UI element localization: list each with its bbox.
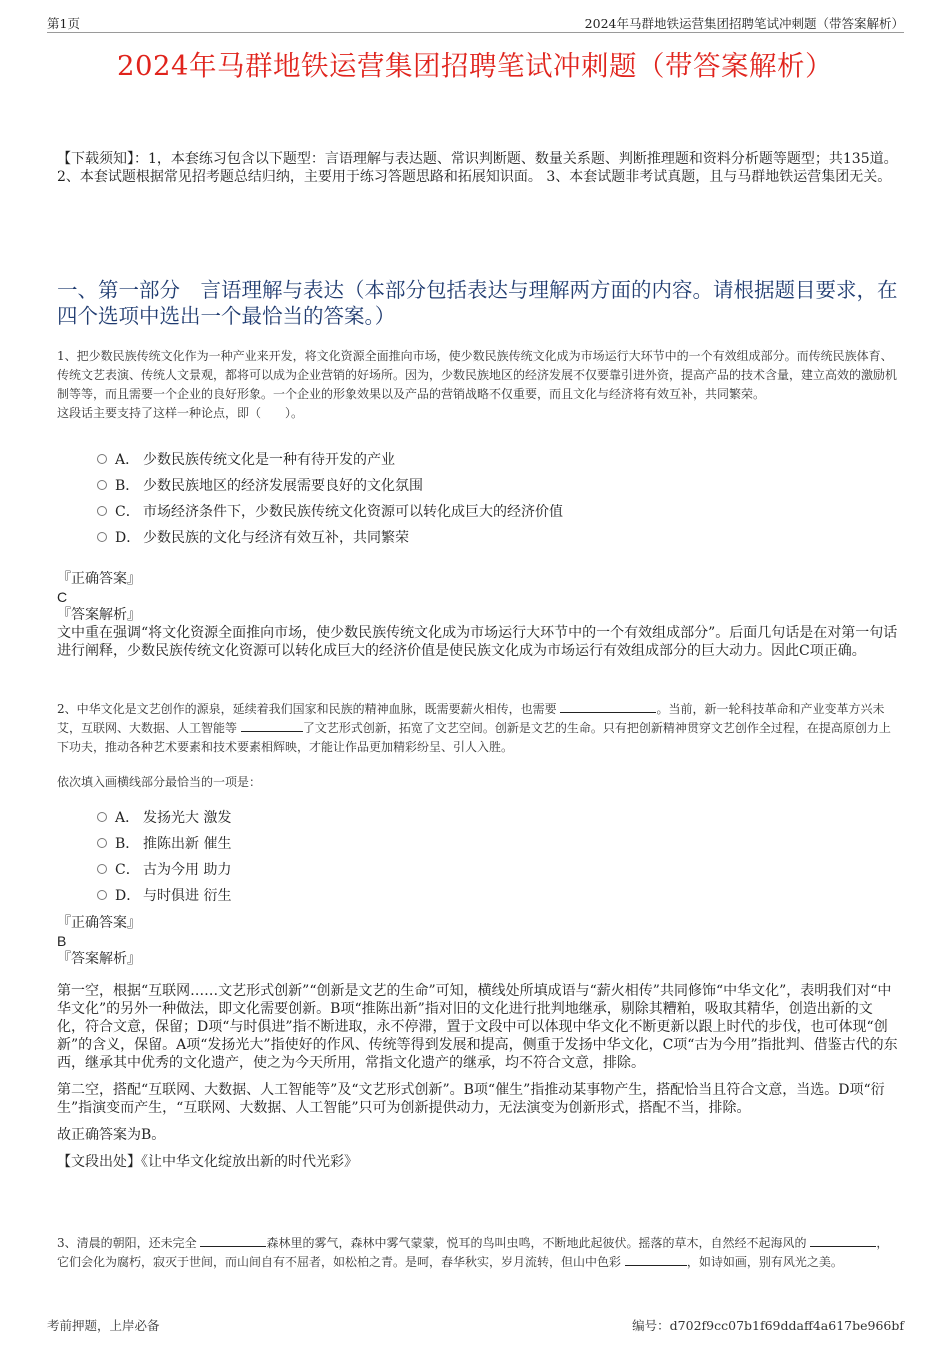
page-number: 第1页 <box>47 16 80 31</box>
fill-blank[interactable] <box>625 1253 687 1266</box>
analysis-conclusion: 故正确答案为B。 <box>57 1127 166 1143</box>
radio-icon[interactable] <box>97 454 107 464</box>
question-3-stem: 3、清晨的朝阳，还未完全 森林里的雾气，森林中雾气蒙蒙，悦耳的鸟叫虫鸣，不断地此起彼伏。摇落的草木，自然经不起海风的 ，它们会化为腐朽，寂灭于世间，而山间自有不屈者，如松柏之青。是呵，春华秋实，岁月流转，但山中色彩 ，如诗如画，别有风光之美。 <box>57 1236 889 1269</box>
download-notice: 【下载须知】：1，本套练习包含以下题型：言语理解与表达题、常识判断题、数量关系题、判断推理题和资料分析题等题型；共135道。 2、本套试题根据常见招考题总结归纳，主要用于练习答题思路和拓展知识面。 3、本套试题非考试真题，且与马群地铁运营集团无关。 <box>57 151 898 185</box>
analysis-paragraph-2: 第二空，搭配“互联网、大数据、人工智能等”及“文艺形式创新”。B项“催生”指推动某事物产生，搭配恰当且符合文意，当选。D项“衍生”指演变而产生，“互联网、大数据、人工智能”只可为创新提供动力，无法演变为创新形式，搭配不当，排除。 <box>57 1082 885 1116</box>
question-1-options <box>97 446 817 550</box>
question-2-stem: 2、中华文化是文艺创作的源泉，延续着我们国家和民族的精神血脉，既需要薪火相传，也需要 。当前，新一轮科技革命和产业变革方兴未艾，互联网、大数据、人工智能等 了文艺形式创新，拓宽了文艺空间。创新是文艺的生命。只有把创新精神贯穿文艺创作全过程，在提高原创力上下功夫，推动各种艺术要素和技术要素相辉映，才能让作品更加精彩纷呈、引人入胜。 <box>57 702 891 754</box>
header-doc-title: 2024年马群地铁运营集团招聘笔试冲刺题（带答案解析） <box>584 16 904 31</box>
text-source: 【文段出处】《让中华文化绽放出新的时代光彩》 <box>57 1154 358 1170</box>
analysis-label: 『答案解析』 <box>57 607 141 623</box>
answer-label: 『正确答案』 <box>57 571 141 587</box>
radio-icon[interactable] <box>97 838 107 848</box>
question-2-option-c[interactable]: C． 古为今用 助力 <box>97 856 817 882</box>
page-title: 2024年马群地铁运营集团招聘笔试冲刺题（带答案解析） <box>117 50 833 82</box>
analysis-label: 『答案解析』 <box>57 951 141 967</box>
question-1-option-b[interactable]: B． 少数民族地区的经济发展需要良好的文化氛围 <box>97 472 817 498</box>
question-1-answer-block <box>57 570 899 660</box>
question-1-option-d[interactable]: D． 少数民族的文化与经济有效互补，共同繁荣 <box>97 524 817 550</box>
radio-icon[interactable] <box>97 532 107 542</box>
question-2-option-a[interactable]: A． 发扬光大 激发 <box>97 804 817 830</box>
fill-blank[interactable] <box>560 700 656 713</box>
radio-icon[interactable] <box>97 812 107 822</box>
radio-icon[interactable] <box>97 864 107 874</box>
question-2-option-d[interactable]: D． 与时俱进 衍生 <box>97 882 817 908</box>
radio-icon[interactable] <box>97 890 107 900</box>
section-heading: 一、第一部分 言语理解与表达（本部分包括表达与理解两方面的内容。请根据题目要求，在四个选项中选出一个最恰当的答案。） <box>57 278 898 328</box>
fill-blank[interactable] <box>810 1234 876 1247</box>
question-1-option-c[interactable]: C． 市场经济条件下，少数民族传统文化资源可以转化成巨大的经济价值 <box>97 498 817 524</box>
analysis-text: 文中重在强调“将文化资源全面推向市场，使少数民族传统文化成为市场运行大环节中的一个有效组成部分”。后面几句话是在对第一句话进行阐释，少数民族传统文化资源可以转化成巨大的经济价值是使民族文化成为市场运行有效组成部分的巨大动力。因此C项正确。 <box>57 625 898 659</box>
document-id: 编号：d702f9cc07b1f69ddaff4a617be966bf <box>632 1318 904 1333</box>
radio-icon[interactable] <box>97 480 107 490</box>
question-2-option-b[interactable]: B． 推陈出新 催生 <box>97 830 817 856</box>
question-1-ask: 这段话主要支持了这样一种论点，即（ ）。 <box>57 406 304 420</box>
question-1-option-a[interactable]: A． 少数民族传统文化是一种有待开发的产业 <box>97 446 817 472</box>
fill-blank[interactable] <box>241 719 303 732</box>
answer-value: C <box>57 589 68 605</box>
answer-value: B <box>57 933 67 949</box>
question-2-answer-block <box>57 914 899 1180</box>
question-1-stem: 1、把少数民族传统文化作为一种产业来开发，将文化资源全面推向市场，使少数民族传统文化成为市场运行大环节中的一个有效组成部分。而传统民族体育、传统文艺表演、传统人文景观，都将可以成为企业营销的好场所。因为，少数民族地区的经济发展不仅要靠引进外资，提高产品的技术含量，建立高效的激励机制等等，而且需要一个企业的良好形象。一个企业的形象效果以及产品的营销战略不仅重要，而且文化与经济将有效互补，共同繁荣。 这段话主要支持了这样一种论点，即（ ）。 <box>57 347 899 423</box>
question-2-options <box>97 804 817 908</box>
radio-icon[interactable] <box>97 506 107 516</box>
page-header <box>47 14 904 33</box>
fill-blank[interactable] <box>200 1234 266 1247</box>
footer-slogan: 考前押题，上岸必备 <box>47 1318 160 1333</box>
question-2-ask: 依次填入画横线部分最恰当的一项是： <box>57 775 262 789</box>
analysis-paragraph-1: 第一空，根据“互联网……文艺形式创新”“创新是文艺的生命”可知，横线处所填成语与“薪火相传”共同修饰“中华文化”，表明我们对“中华文化”的另外一种做法，即文化需要创新。B项“推陈出新”指对旧的文化进行批判地继承，剔除其糟粕，吸取其精华，创造出新的文化，符合文意，保留；D项“与时俱进”指不断进取，永不停滞，置于文段中可以体现中华文化不断更新以跟上时代的步伐，也可体现“创新”的含义，保留。A项“发扬光大”指使好的作风、传统等得到发展和提高，侧重于发扬中华文化，C项“古为今用”指批判、借鉴古代的东西，继承其中优秀的文化遗产，使之为今天所用，常指文化遗产的继承，均不符合文意，排除。 <box>57 983 898 1071</box>
answer-label: 『正确答案』 <box>57 915 141 931</box>
